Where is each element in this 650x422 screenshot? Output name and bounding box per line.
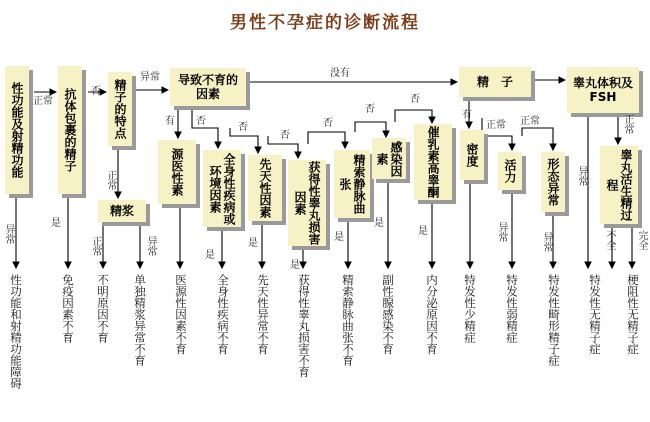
box-sexual-function: 性功能及射精功能 [5, 66, 29, 194]
label-abnormal-testis: 异常 [576, 166, 587, 186]
box-motility: 活力 [498, 152, 522, 190]
result-iatrogenic: 医源性因素不育 [174, 274, 188, 355]
label-abnormal-sperm: 异常 [140, 72, 160, 83]
label-normal-sperm: 正常 [105, 170, 116, 190]
label-no-a: 否 [196, 116, 206, 127]
box-seminal-plasma: 精浆 [98, 200, 146, 222]
label-normal-density: 正常 [486, 120, 506, 131]
result-congenital: 先天性异常不育 [256, 274, 270, 355]
label-no-b: 否 [238, 122, 248, 133]
label-no-e: 否 [365, 104, 375, 115]
label-normal-sexfunc: 正常 [33, 96, 53, 107]
label-yes-infection: 是 [374, 218, 384, 229]
label-no-antibody: 否 [91, 86, 101, 97]
label-incomplete: 不全 [604, 230, 615, 250]
box-systemic-disease: 全身性疾病或环境因素 [203, 150, 241, 227]
label-abnormal-sexfunc: 异常 [3, 224, 14, 244]
label-complete: 完全 [636, 230, 647, 250]
diagram-title: 男性不孕症的诊断流程 [230, 13, 420, 33]
result-seminal-plasma: 单独精浆异常不育 [133, 274, 147, 366]
box-congenital: 先天性因素 [248, 155, 282, 221]
box-varicocele: 精索静脉曲张 [334, 150, 370, 218]
result-immune: 免疫因素不育 [61, 274, 75, 343]
label-yes-congenital: 是 [248, 238, 258, 249]
result-asthenospermia: 特发性弱精症 [505, 274, 519, 343]
result-varicocele: 精索静脉曲张不育 [341, 274, 355, 366]
box-density: 密度 [460, 130, 484, 180]
label-no-f: 否 [410, 94, 420, 105]
result-sexual-dysfunction: 性功能和射精功能障碍 [9, 274, 23, 389]
box-infection: 感染因素 [372, 138, 406, 179]
box-spermatogenesis: 睾丸活生精过程 [600, 146, 638, 224]
label-normal-testis: 正常 [622, 114, 633, 134]
result-oligospermia: 特发性少精症 [463, 274, 477, 343]
label-abnormal-motility: 异常 [496, 222, 507, 242]
label-yes-varicocele: 是 [334, 232, 344, 243]
box-sperm: 精 子 [459, 67, 531, 97]
box-sperm-features: 精子的特点 [108, 72, 132, 146]
result-accessory-infection: 副性腺感染不育 [381, 274, 395, 355]
box-antibody-coated-sperm: 抗体包裹的精子 [58, 66, 82, 194]
box-iatrogenic: 源医性素 [158, 140, 196, 204]
label-normal-motility: 正常 [520, 116, 540, 127]
box-prolactin: 催乳素高睾酮 [414, 124, 452, 200]
label-no-d: 否 [323, 118, 333, 129]
label-abnormal-morphology: 异常 [541, 232, 552, 252]
label-normal-semen: 正常 [90, 236, 101, 256]
result-teratospermia: 特发性畸形精子症 [547, 274, 561, 366]
label-no-cause: 没有 [330, 68, 350, 79]
result-unexplained: 不明原因不育 [96, 274, 110, 343]
box-morphology: 形态异常 [541, 152, 565, 212]
result-systemic: 全身性疾病不育 [216, 274, 230, 355]
label-yes-prolactin: 是 [418, 226, 428, 237]
result-endocrine: 内分泌原因不育 [425, 274, 439, 355]
box-infertility-cause: 导致不育的因素 [170, 68, 246, 106]
label-abnormal-semen: 异常 [145, 236, 156, 256]
label-has-sperm: 有 [462, 110, 472, 121]
result-obstructive-azoospermia: 梗阻性无精子症 [626, 274, 640, 355]
label-yes-antibody: 是 [51, 218, 61, 229]
box-acquired-testicular: 获得性睾丸损害因素 [288, 160, 326, 246]
label-yes-systemic: 是 [205, 250, 215, 261]
result-idiopathic-azoospermia: 特发性无精子症 [588, 274, 602, 355]
label-no-c: 否 [280, 130, 290, 141]
box-testis-fsh: 睾丸体积及FSH [567, 67, 639, 113]
label-yes-acquired: 是 [290, 260, 300, 271]
result-acquired-testicular: 获得性睾丸损害不育 [297, 274, 311, 378]
label-has-cause: 有 [165, 116, 175, 127]
